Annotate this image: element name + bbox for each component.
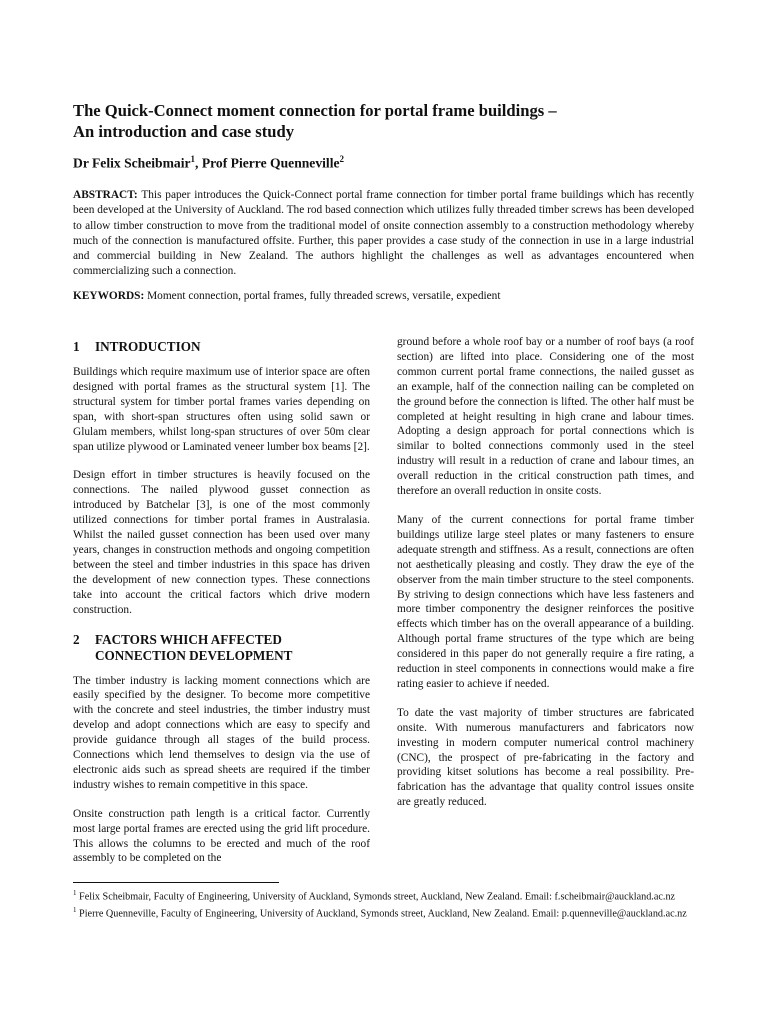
footnote-1-text: Felix Scheibmair, Faculty of Engineering, University of Auckland, Symonds street, Auckland, New Zealand. Email: f.scheibmair@auckland.ac.nz [76, 891, 676, 903]
section-1-paragraph-2: Design effort in timber structures is heavily focused on the connections. The nailed plywood gusset connection as introduced by Batchelar [3], is one of the most commonly utilized connections for timber portal frames in Australasia. Whilst the nailed gusset connection has been used over many years, changes in construction methods and ongoing competition between the steel and timber industries in this space has driven the development of new connection types. These connections take into account the critical factors which drive modern construction. [73, 469, 370, 616]
section-2-paragraph-2-continued: ground before a whole roof bay or a number of roof bays (a roof section) are lifted into place. Considering one of the most common current portal frame connections, the nailed gusset as an example, half of the connection nailing can be completed on the ground before the connection is lifted. The other half must be completed at height resulting in high crane and labour times. Adopting a design approach for portal connections which is similar to bolted connections commonly used in the steel industry will result in a reduction of crane and labour times, an overall reduction in the critical construction path times, and therefore an overall reduction in onsite costs. [397, 336, 694, 498]
abstract-text: This paper introduces the Quick-Connect portal frame connection for timber portal frame buildings which has recently been developed at the University of Auckland. The rod based connection which utilizes fully threaded timber screws has been developed to allow timber construction to move from the traditional model of onsite connection assembly to a construction methodology whereby much of the connection is manufactured offsite. Further, this paper provides a case study of the connection in use in a large industrial and commercial building in New Zealand. The authors highlight the challenges as well as advantages encountered when commercializing such a connection. [73, 189, 694, 278]
section-1-heading [73, 339, 370, 355]
keywords [73, 289, 694, 304]
keywords-label: KEYWORDS: [73, 290, 145, 302]
footnotes [73, 887, 694, 921]
section-2-title-line-1: FACTORS WHICH AFFECTED [95, 631, 282, 647]
author-separator: , [195, 155, 202, 171]
section-2-paragraph-3: Many of the current connections for portal frame timber buildings utilize large steel plates or many fasteners to ensure adequate strength and stiffness. As a result, connections are often not aesthetically pleasing and costly. They draw the eye of the observer from the main timber structure to the steel components. By striving to design connections which have less fasteners and more timber componentry the designer reinforces the positive effects which timber has on the overall appearance of a building. Although portal frame structures of the type which are being considered in this paper do not generally require a fire rating, a reduction in steel components in connections would make a fire rating easier to achieve if needed. [397, 513, 694, 690]
section-2-paragraph-1: The timber industry is lacking moment connections which are easily specified by the designer. To become more competitive with the concrete and steel industries, the timber industry must develop and adopt connections which are easy to specify and provide guidance through all stages of the build process. Connections which lend themselves to design via the use of electronic aids such as spread sheets are required if the timber industry wishes to remain competitive in this space. [73, 674, 370, 791]
keywords-text: Moment connection, portal frames, fully threaded screws, versatile, expedient [147, 290, 501, 302]
footnote-2 [73, 904, 694, 921]
right-column [397, 335, 694, 824]
section-2-title-line-2: CONNECTION DEVELOPMENT [95, 647, 293, 663]
abstract-label: ABSTRACT: [73, 189, 138, 201]
section-1-number: 1 [73, 339, 80, 354]
footnote-2-mark: 1 [73, 905, 77, 914]
section-1-title: INTRODUCTION [95, 339, 201, 354]
author-2-footnote-mark: 2 [339, 154, 345, 164]
left-column [73, 335, 370, 880]
section-2-paragraph-4: To date the vast majority of timber structures are fabricated onsite. With numerous manufacturers and fabricators now investing in modern computer numerical control machinery (CNC), the prospect of pre-fabricating in the factory and providing kitset solutions has become a real possibility. Pre-fabrication has the advantage that quality control issues onsite are greatly reduced. [397, 706, 694, 809]
footnote-1-mark: 1 [73, 889, 77, 897]
section-2-heading [73, 632, 370, 664]
paper-title [73, 100, 703, 142]
author-line [73, 154, 344, 172]
title-line-1: The Quick-Connect moment connection for portal frame buildings – [73, 101, 557, 120]
author-1-footnote-mark: 1 [190, 154, 196, 164]
abstract [73, 188, 694, 280]
section-2-number: 2 [73, 631, 80, 647]
author-2-name: Prof Pierre Quenneville [201, 155, 340, 171]
footnote-separator [73, 882, 279, 883]
section-2-paragraph-2: Onsite construction path length is a critical factor. Currently most large portal frames are erected using the grid lift procedure. This allows the columns to be erected and much of the roof assembly to be completed on the [73, 807, 370, 865]
footnote-1 [73, 887, 694, 904]
author-1-name: Dr Felix Scheibmair [73, 155, 191, 171]
title-line-2: An introduction and case study [73, 122, 294, 141]
footnote-2-text: Pierre Quenneville, Faculty of Engineering, University of Auckland, Symonds street, Auckland, New Zealand. Email: p.quenneville@auckland.ac.nz [76, 908, 687, 920]
section-1-paragraph-1: Buildings which require maximum use of interior space are often designed with portal frames as the structural system [1]. The structural system for timber portal frames varies depending on span, with short-span structures often using solid sawn or Glulam members, whilst long-span structures of over 50m clear span utilize plywood or Laminated veneer lumber box beams [2]. [73, 366, 370, 453]
